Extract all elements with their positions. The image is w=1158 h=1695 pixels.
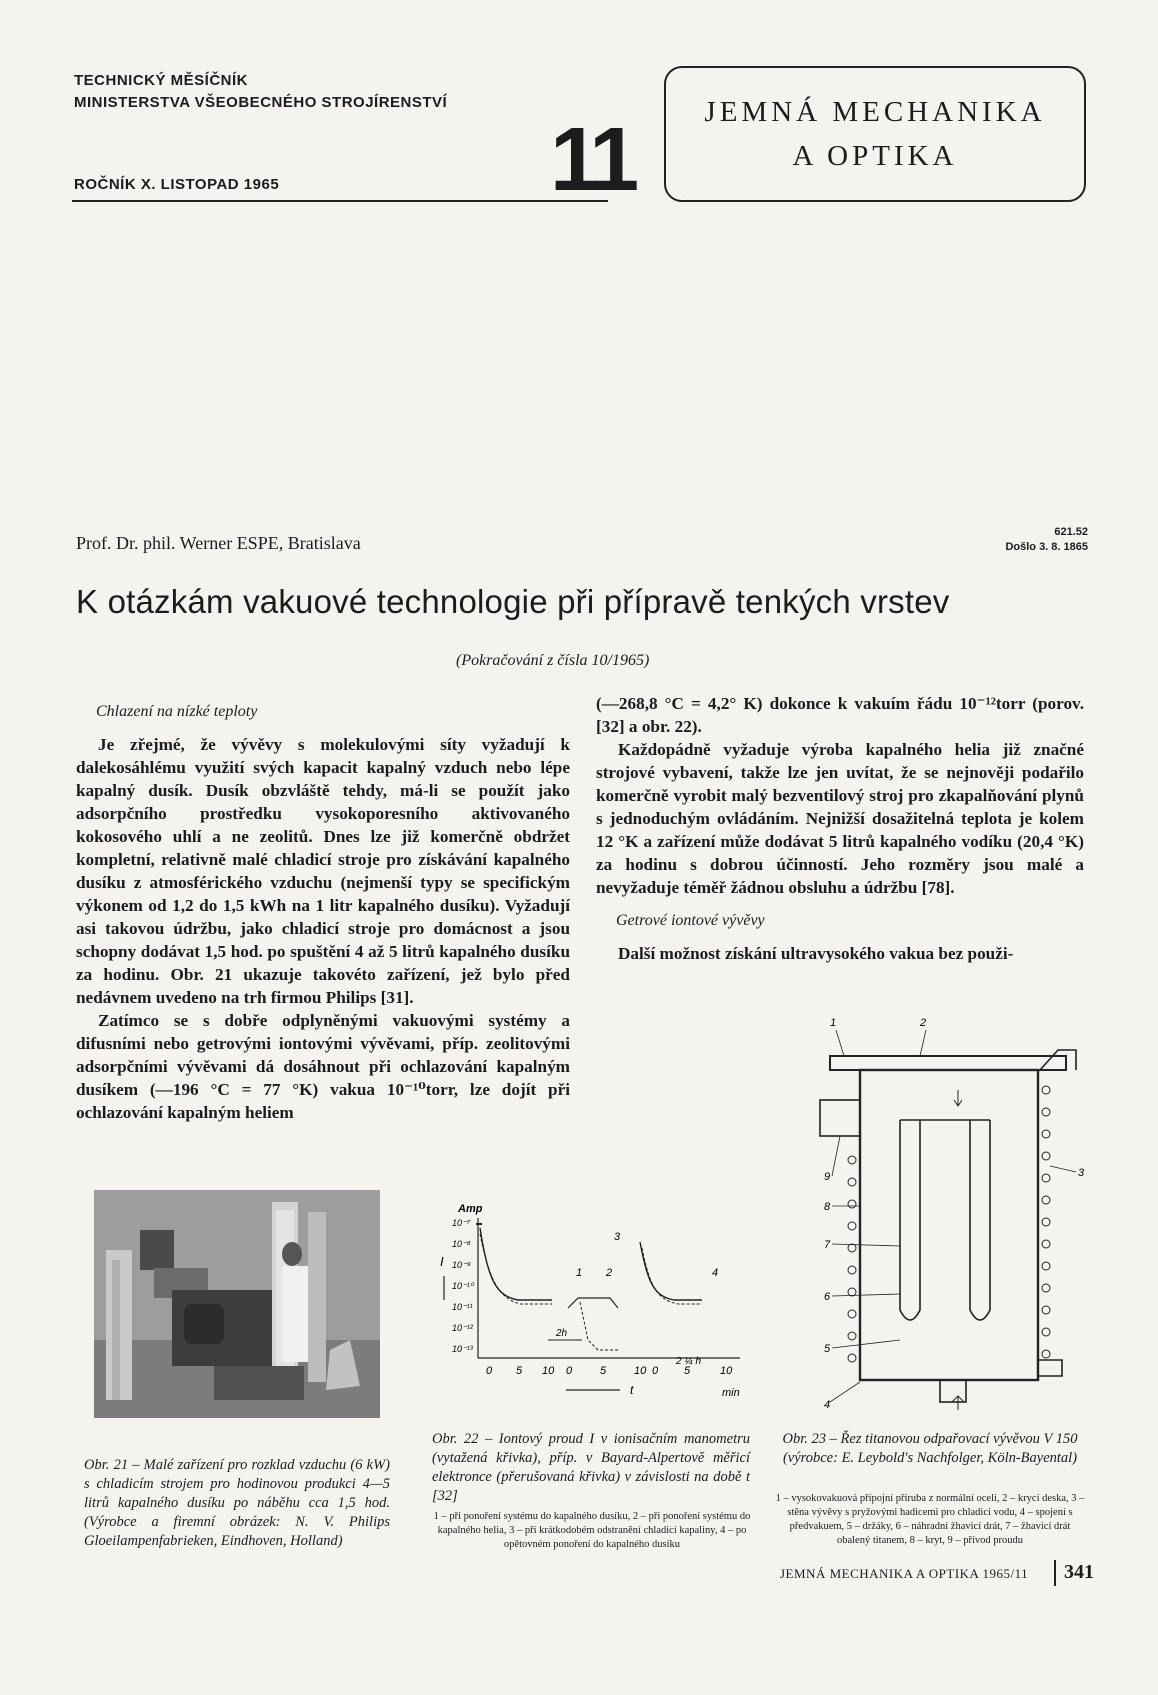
fig23-label: 3 bbox=[1078, 1167, 1085, 1179]
fig23-flange bbox=[830, 1056, 1066, 1070]
fig22-xtick: 5 bbox=[516, 1365, 523, 1377]
author: Prof. Dr. phil. Werner ESPE, Bratislava bbox=[76, 533, 361, 553]
journal-title-line-1: JEMNÁ MECHANIKA bbox=[704, 96, 1046, 128]
fig22-curve-1-solid bbox=[480, 1228, 552, 1300]
fig22-y-ticks bbox=[452, 1218, 475, 1354]
fig22-duration-2: 2 ¼ h bbox=[676, 1356, 702, 1367]
fig23-fore-vacuum-port bbox=[940, 1380, 966, 1402]
fig23-arrow-bottom bbox=[952, 1396, 964, 1410]
fig22-curve-1-dashed bbox=[480, 1234, 552, 1304]
fig22-ytick: 10⁻¹¹ bbox=[452, 1302, 473, 1312]
fig22-xtick: 5 bbox=[684, 1365, 691, 1377]
fig23-water-outlet bbox=[1040, 1050, 1076, 1070]
header-rule bbox=[72, 200, 608, 202]
publisher-line-1: TECHNICKÝ MĚSÍČNÍK bbox=[74, 72, 249, 89]
journal-title-line-2: A OPTIKA bbox=[792, 140, 958, 172]
continuation-note: (Pokračování z čísla 10/1965) bbox=[456, 652, 650, 669]
fig23-caption: Obr. 23 – Řez titanovou odpařovací vývěvou V 150 (výrobce: E. Leybold's Nachfolger, Köln-Bayental) bbox=[782, 1431, 1078, 1466]
fig22-legend-note: 1 – při ponoření systému do kapalného dusíku, 2 – při ponoření systému do kapalného helia, 3 – při krátkodobém odstranění chladicí kapaliny, 4 – po opětovném ponoření do kapalného dusíku bbox=[433, 1511, 751, 1550]
fig22-x-axis: t bbox=[630, 1383, 634, 1397]
paragraph: Zatímco se s dobře odplyněnými vakuovými systémy a difusními nebo getrovými iontovými vývěvami, příp. zeolitovými adsorpčními vývěvami dá dosáhnout při ochlazování kapalným dusíkem (—196 °C = 77 °K) vakua 10⁻¹⁰torr, lze dojít při ochlazování kapalným heliem bbox=[76, 1011, 570, 1122]
fig22-curve-mid-dashed bbox=[580, 1302, 620, 1350]
fig22-xtick: 5 bbox=[600, 1365, 607, 1377]
fig22-curve-2-solid bbox=[640, 1242, 702, 1300]
fig22-y-unit: Amp bbox=[458, 1203, 483, 1215]
fig22-mark: 4 bbox=[712, 1267, 719, 1279]
fig23-cooling-hoses bbox=[848, 1086, 1050, 1362]
fig23-callouts bbox=[824, 1017, 1085, 1411]
page-number: 341 bbox=[1064, 1561, 1094, 1583]
fig22-mark: 2 bbox=[606, 1267, 613, 1279]
fig22-xtick: 10 bbox=[720, 1365, 733, 1377]
paragraph: Každopádně vyžaduje výroba kapalného helia již značné strojové vybavení, takže lze jen uvítat, že se nejnověji podařilo komerčně vyrobit malý bezventilový stroj pro zkapalňování plynů s jednoduchým ovládáním. Nejnižší dosažitelná teplota je kolem 12 °K a zařízení může dodávat 5 litrů kapalného vodíku (20,4 °K) za hodinu s dobrou účinností. Jeho rozměry jsou malé a nevyžaduje téměř žádnou obsluhu a údržbu [78]. bbox=[596, 740, 1084, 897]
fig22-ytick: 10⁻¹³ bbox=[452, 1344, 473, 1354]
fig21-caption: Obr. 21 – Malé zařízení pro rozklad vzduchu (6 kW) s chladicím strojem pro hodinovou produkci 4—5 litrů kapalného dusíku po náběhu cca 1,5 hod. (Výrobce a firemní obrázek: N. V. Philips Gloeilampenfabrieken, Eindhoven, Holland) bbox=[84, 1457, 390, 1549]
fig22-ytick: 10⁻¹⁰ bbox=[452, 1281, 474, 1291]
fig22-mark: 1 bbox=[576, 1267, 583, 1279]
fig23-label: 6 bbox=[824, 1291, 831, 1303]
footer-journal: JEMNÁ MECHANIKA A OPTIKA 1965/11 bbox=[780, 1566, 1029, 1581]
fig23-filament-1 bbox=[900, 1120, 920, 1320]
fig22-ytick: 10⁻¹² bbox=[452, 1323, 473, 1333]
left-column bbox=[76, 694, 570, 1124]
fig22-duration-1: 2h bbox=[556, 1328, 568, 1339]
paragraph: (—268,8 °C = 4,2° K) dokonce k vakuím řádu 10⁻¹²torr (porov. [32] a obr. 22). bbox=[596, 694, 1084, 736]
fig22-xtick: 0 bbox=[566, 1365, 573, 1377]
paragraph: Další možnost získání ultravysokého vakua bez použi- bbox=[618, 944, 1014, 963]
udc-code: 621.52 bbox=[1054, 526, 1088, 538]
article-meta bbox=[1005, 525, 1088, 555]
fig23-label: 8 bbox=[824, 1201, 831, 1213]
article-title: K otázkám vakuové technologie při přípravě tenkých vrstev bbox=[76, 583, 950, 620]
fig23-label: 9 bbox=[824, 1171, 831, 1183]
publisher-line-2: MINISTERSTVA VŠEOBECNÉHO STROJÍRENSTVÍ bbox=[74, 94, 448, 111]
fig23-water-inlet bbox=[1038, 1360, 1062, 1376]
fig23-label: 7 bbox=[824, 1239, 831, 1251]
right-column bbox=[596, 692, 1084, 965]
subheading-cooling: Chlazení na nízké teploty bbox=[96, 703, 258, 720]
fig22-mark: 3 bbox=[614, 1231, 621, 1243]
fig23-label: 2 bbox=[920, 1017, 927, 1029]
fig22-curve-2-dashed bbox=[642, 1248, 702, 1304]
fig23-drawing bbox=[800, 1010, 1100, 1420]
fig22-xtick: 0 bbox=[486, 1365, 493, 1377]
fig22-chart bbox=[440, 1200, 760, 1420]
fig23-filament-2 bbox=[970, 1120, 990, 1320]
fig23-label: 4 bbox=[824, 1399, 831, 1411]
fig23-arrow-up bbox=[954, 1090, 962, 1106]
fig22-ytick: 10⁻⁷ bbox=[452, 1218, 471, 1228]
fig22-ytick: 10⁻⁸ bbox=[452, 1239, 471, 1249]
fig23-pump-wall bbox=[860, 1070, 1038, 1380]
publisher-block bbox=[74, 70, 447, 114]
fig23-current-feed bbox=[820, 1100, 860, 1136]
fig23-legend-note: 1 – vysokovakuová přípojní příruba z normální oceli, 2 – krycí deska, 3 – stěna vývěvy s pryžovými hadicemi pro chladicí vodu, 4 – spojení s předvakuem, 5 – držáky, 6 – náhradní žhavicí drát, 7 – žhavicí drát obalený titanem, 8 – kryt, 9 – přívod proudu bbox=[775, 1493, 1085, 1546]
fig23-label: 5 bbox=[824, 1343, 831, 1355]
fig22-x-unit: min bbox=[722, 1387, 740, 1399]
received-date: Došlo 3. 8. 1865 bbox=[1005, 541, 1088, 553]
fig21-photo-drawing bbox=[94, 1190, 380, 1418]
fig22-caption: Obr. 22 – Iontový proud I v ionisačním manometru (vytažená křivka), příp. v Bayard-Alpertově měřicí elektronce (přerušovaná křivka) v závislosti na době t [32] bbox=[432, 1431, 750, 1504]
volume-date: ROČNÍK X. LISTOPAD 1965 bbox=[74, 176, 280, 193]
footer-divider bbox=[1054, 1560, 1056, 1586]
fig22-curve-mid-solid bbox=[568, 1298, 618, 1308]
fig23-label: 1 bbox=[830, 1017, 837, 1029]
fig22-xtick: 10 bbox=[542, 1365, 555, 1377]
fig22-xtick: 10 bbox=[634, 1365, 647, 1377]
paragraph: Je zřejmé, že vývěvy s molekulovými síty vyžadují k dalekosáhlému využití svých kapacit kapalný vzduch nebo lépe kapalný dusík. Dusík obzvláště tehdy, má-li se použít jako adsorpčního prostředku vysokoporesního aktivovaného kokosového uhlí a ne zeolitů. Dnes lze již komerčně obdržet kompletní, relativně malé chladicí stroje pro získávání kapalného dusíku z atmosférického vzduchu (nejmenší typy se specifickým výkonem od 1,2 do 1,5 kWh na 1 litr kapalného dusíku). Vyžadují asi takovou údržbu, jako chladicí stroje pro domácnost a jsou schopny dodávat 1,5 hod. po spuštění 4 až 5 litrů kapalného dusíku za hodinu. Obr. 21 ukazuje takovéto zařízení, jež bylo před nedávnem uvedeno na trh firmou Philips [31]. bbox=[76, 735, 570, 1007]
subheading-getter-pumps: Getrové iontové vývěvy bbox=[616, 912, 765, 929]
journal-title-box bbox=[664, 66, 1086, 202]
fig22-xtick: 0 bbox=[652, 1365, 659, 1377]
fig22-ytick: 10⁻⁹ bbox=[452, 1260, 471, 1270]
issue-number: 11 bbox=[550, 110, 634, 210]
fig22-y-axis: I bbox=[440, 1254, 444, 1269]
fig21-photo bbox=[94, 1190, 380, 1418]
